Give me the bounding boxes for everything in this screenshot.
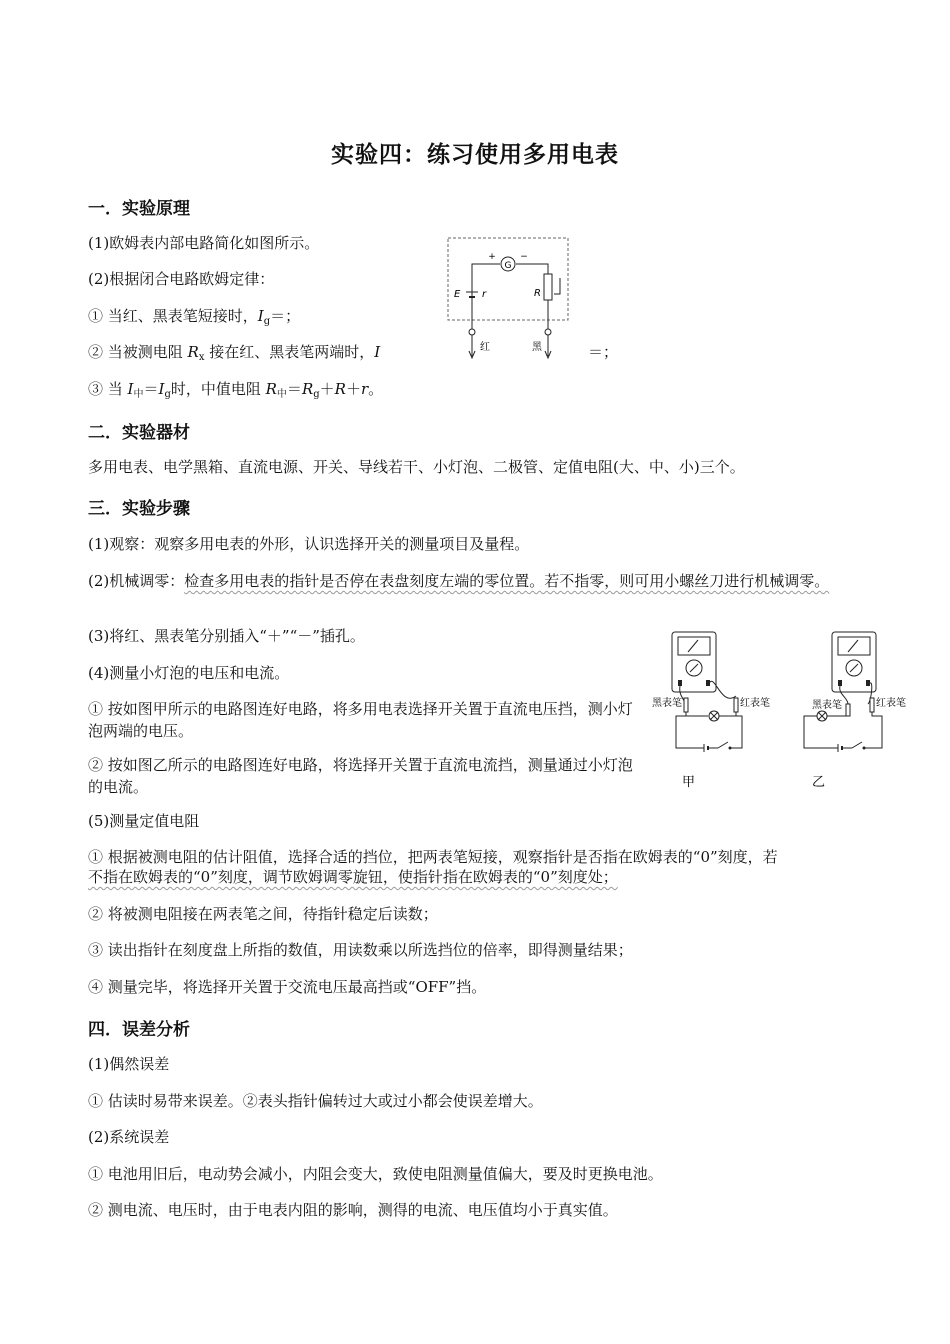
- paragraph: (2)机械调零：检查多用电表的指针是否停在表盘刻度左端的零位置。若不指零，则可用小螺丝刀进行机械调零。: [88, 572, 830, 590]
- paragraph: ① 估读时易带来误差。②表头指针偏转过大或过小都会使误差增大。: [88, 1092, 543, 1110]
- paragraph: (1)欧姆表内部电路简化如图所示。: [88, 234, 320, 252]
- svg-text:红: 红: [480, 342, 490, 353]
- paragraph: (2)系统误差: [88, 1128, 170, 1146]
- section-heading-equipment: 二．实验器材: [88, 423, 190, 443]
- paragraph: ① 电池用旧后，电动势会减小，内阻会变大，致使电阻测量值偏大，要及时更换电池。: [88, 1165, 663, 1183]
- svg-text:−: −: [520, 252, 528, 262]
- paragraph: (1)偶然误差: [88, 1055, 170, 1073]
- figure-yi: [804, 632, 906, 790]
- section-heading-error-analysis: 四．误差分析: [88, 1020, 190, 1040]
- figure-jia: [652, 632, 770, 790]
- formula-line: ① 当红、黑表笔短接时，$I_g=$；: [88, 307, 301, 327]
- paragraph: ① 根据被测电阻的估计阻值，选择合适的挡位，把两表笔短接，观察指针是否指在欧姆表的“0”刻度，若: [88, 848, 778, 866]
- svg-text:红表笔: 红表笔: [876, 698, 906, 709]
- svg-text:黑: 黑: [532, 342, 542, 353]
- svg-text:R: R: [534, 288, 541, 299]
- paragraph: (3)将红、黑表笔分别插入“＋”“－”插孔。: [88, 627, 365, 645]
- svg-text:G: G: [504, 261, 512, 271]
- formula-line: ② 当被测电阻 $R_x$ 接在红、黑表笔两端时，I: [88, 343, 381, 363]
- svg-text:+: +: [488, 252, 496, 262]
- paragraph: (5)测量定值电阻: [88, 812, 200, 830]
- formula-line-end: ＝；: [588, 343, 619, 361]
- emphasized-text: 检查多用电表的指针是否停在表盘刻度左端的零位置。若不指零，则可用小螺丝刀进行机械调零。: [184, 572, 830, 590]
- paragraph: ② 将被测电阻接在两表笔之间，待指针稳定后读数；: [88, 905, 438, 923]
- section-heading-steps: 三．实验步骤: [88, 499, 190, 519]
- multimeter-circuits-figure: [648, 628, 938, 796]
- paragraph: ② 测电流、电压时，由于电表内阻的影响，测得的电流、电压值均小于真实值。: [88, 1201, 618, 1219]
- svg-text:r: r: [482, 289, 487, 300]
- paragraph: ④ 测量完毕，将选择开关置于交流电压最高挡或“OFF”挡。: [88, 978, 487, 996]
- ohmmeter-circuit-diagram: [440, 234, 580, 364]
- paragraph: ② 按如图乙所示的电路图连好电路，将选择开关置于直流电流挡，测量通过小灯泡的电流。: [88, 756, 633, 796]
- svg-text:黑表笔: 黑表笔: [652, 698, 682, 709]
- svg-text:E: E: [454, 289, 461, 300]
- paragraph: (1)观察：观察多用电表的外形，认识选择开关的测量项目及量程。: [88, 535, 530, 553]
- page-title: 实验四：练习使用多用电表: [331, 142, 619, 168]
- paragraph: ③ 读出指针在刻度盘上所指的数值，用读数乘以所选挡位的倍率，即得测量结果；: [88, 941, 633, 959]
- emphasized-text: 不指在欧姆表的“0”刻度，调节欧姆调零旋钮，使指针指在欧姆表的“0”刻度处；: [88, 868, 618, 886]
- svg-text:黑表笔: 黑表笔: [812, 700, 842, 711]
- svg-text:乙: 乙: [812, 775, 826, 790]
- formula-line: ③ 当 $I_中=I_g$时，中值电阻 $R_中=R_g+R+r$。: [88, 380, 384, 400]
- paragraph: (4)测量小灯泡的电压和电流。: [88, 664, 290, 682]
- svg-text:红表笔: 红表笔: [740, 698, 770, 709]
- section-heading-principle: 一．实验原理: [88, 199, 190, 219]
- resistor-icon: [544, 274, 552, 300]
- paragraph: [88, 866, 618, 888]
- paragraph: ① 按如图甲所示的电路图连好电路，将多用电表选择开关置于直流电压挡，测小灯泡两端的电压。: [88, 700, 633, 740]
- paragraph: 多用电表、电学黑箱、直流电源、开关、导线若干、小灯泡、二极管、定值电阻(大、中、小)三个。: [88, 458, 745, 476]
- paragraph: (2)根据闭合电路欧姆定律：: [88, 270, 275, 288]
- svg-text:甲: 甲: [682, 775, 696, 790]
